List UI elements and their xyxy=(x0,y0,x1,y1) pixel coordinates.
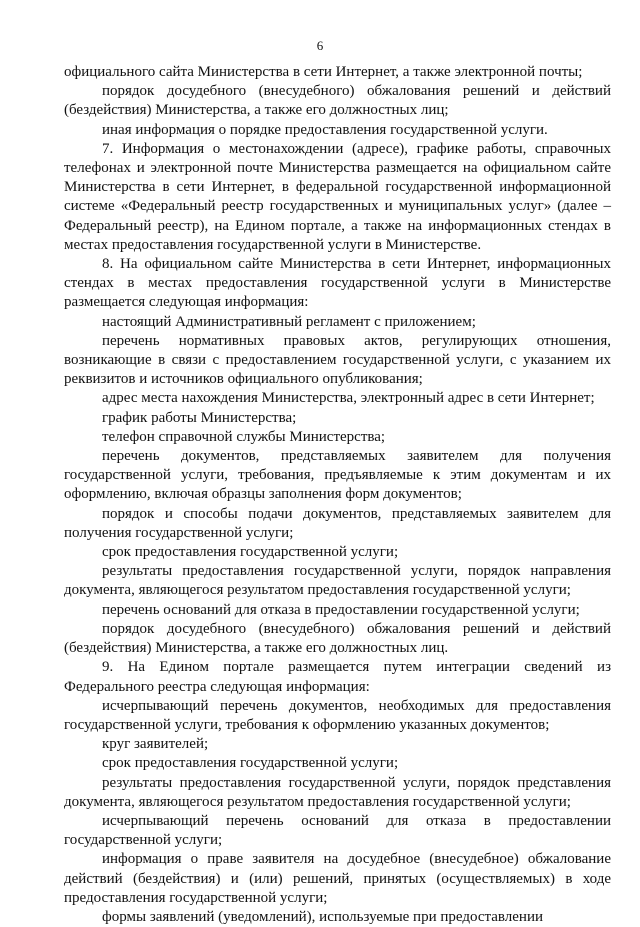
paragraph: порядок досудебного (внесудебного) обжалования решений и действий (бездействия) Министерства, а также его должностных лиц. xyxy=(64,620,611,657)
paragraph: перечень нормативных правовых актов, регулирующих отношения, возникающие в связи с предоставлением государственной услуги, с указанием их реквизитов и источников официального опубликования; xyxy=(64,332,611,388)
paragraph: график работы Министерства; xyxy=(102,409,297,426)
paragraph: исчерпывающий перечень оснований для отказа в предоставлении государственной услуги; xyxy=(64,812,611,849)
paragraph: круг заявителей; xyxy=(102,736,209,753)
paragraph: перечень оснований для отказа в предоставлении государственной услуги; xyxy=(102,601,580,618)
paragraph: 7. Информация о местонахождении (адресе), графике работы, справочных телефонах и электронной почте Министерства размещается на официальном сайте Министерства в сети Интернет, в федеральной государственной информационной системе «Федеральный реестр государственных и муниципальных услуг» (далее – Федеральный реестр), на Едином портале, а также на информационных стендах в местах предоставления государственной услуги в Министерстве. xyxy=(64,140,611,253)
paragraph: формы заявлений (уведомлений), используемые при предоставлении xyxy=(102,908,544,925)
paragraph: информация о праве заявителя на досудебное (внесудебное) обжалование действий (бездействия) и (или) решений, принятых (осуществляемых) в ходе предоставления государственной услуги; xyxy=(64,851,611,906)
paragraph: исчерпывающий перечень документов, необходимых для предоставления государственной услуги, требования к оформлению указанных документов; xyxy=(64,697,611,733)
paragraph: порядок и способы подачи документов, представляемых заявителем для получения государственной услуги; xyxy=(64,505,611,541)
paragraph: результаты предоставления государственной услуги, порядок представления документа, являющегося результатом предоставления государственной услуги; xyxy=(64,774,611,810)
paragraph: порядок досудебного (внесудебного) обжалования решений и действий (бездействия) Министерства, а также его должностных лиц; xyxy=(64,83,611,119)
paragraph: телефон справочной службы Министерства; xyxy=(102,428,386,445)
paragraph: иная информация о порядке предоставления государственной услуги. xyxy=(102,121,548,138)
paragraph: 9. На Едином портале размещается путем интеграции сведений из Федерального реестра следующая информация: xyxy=(64,659,611,695)
paragraph: перечень документов, представляемых заявителем для получения государственной услуги, требования, предъявляемые к этим документам и их оформлению, включая образцы заполнения форм документов; xyxy=(64,448,611,503)
paragraph: результаты предоставления государственной услуги, порядок направления документа, являющегося результатом предоставления государственной услуги; xyxy=(64,563,611,599)
paragraph: срок предоставления государственной услуги; xyxy=(102,544,399,561)
paragraph: адрес места нахождения Министерства, электронный адрес в сети Интернет; xyxy=(102,390,595,407)
paragraph: срок предоставления государственной услуги; xyxy=(102,755,399,772)
paragraph: настоящий Административный регламент с приложением; xyxy=(102,313,476,330)
paragraph: официального сайта Министерства в сети Интернет, а также электронной почты; xyxy=(64,64,583,80)
document-body xyxy=(64,63,611,927)
page-number: 6 xyxy=(316,38,324,53)
paragraph: 8. На официальном сайте Министерства в сети Интернет, информационных стендах в местах предоставления государственной услуги в Министерстве размещается следующая информация: xyxy=(64,256,611,311)
